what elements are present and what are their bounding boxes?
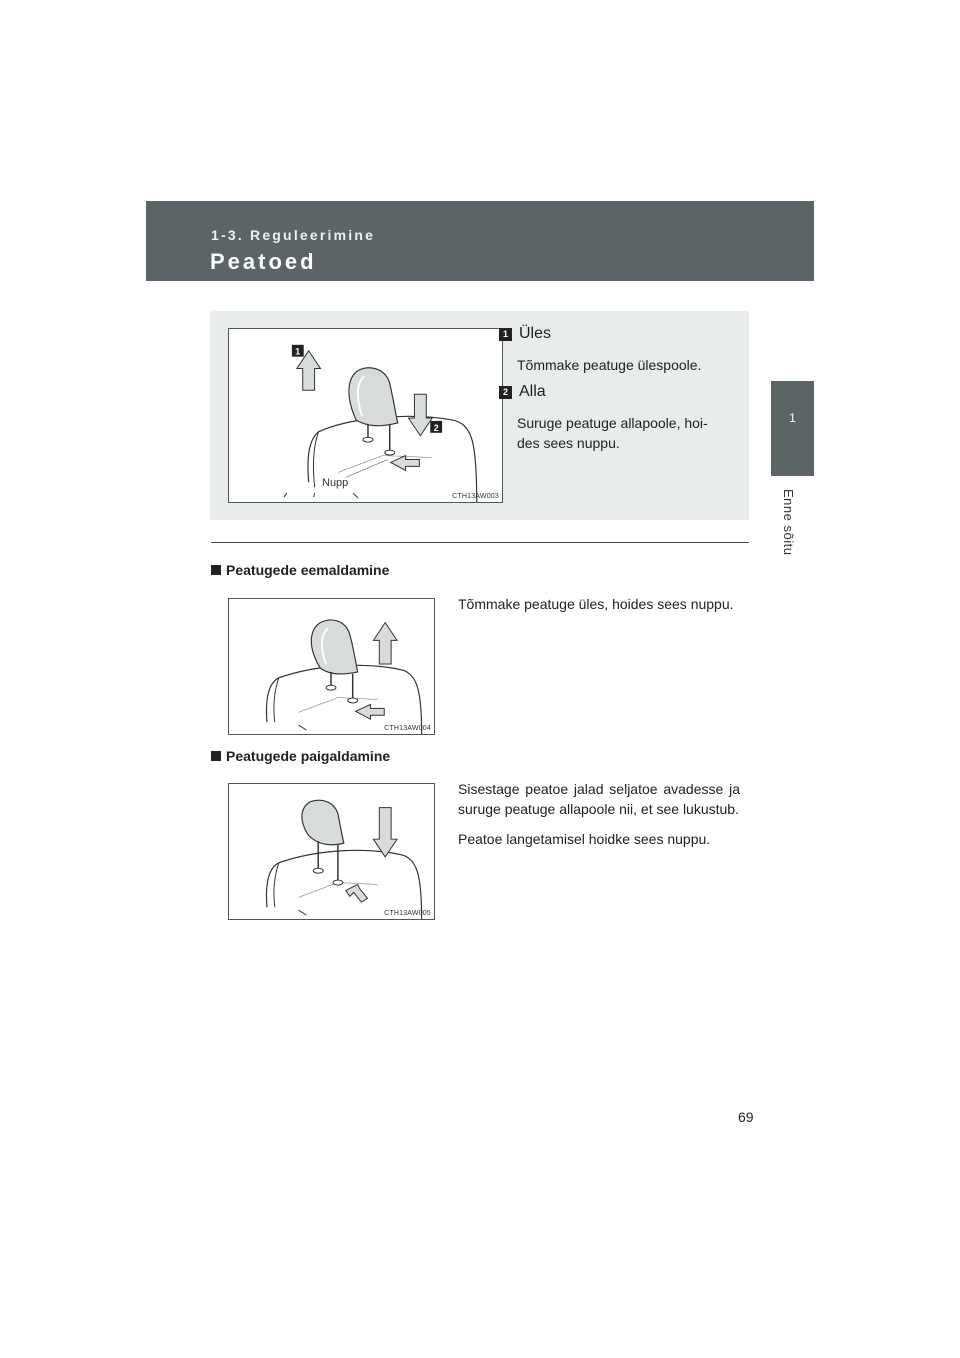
figure-code: CTH13AW005 [384, 910, 431, 917]
figure-label-nupp: Nupp [322, 477, 349, 489]
square-bullet-icon [211, 565, 221, 575]
page-number: 69 [738, 1109, 754, 1125]
section-label: 1-3. Reguleerimine [211, 227, 376, 243]
divider [211, 542, 749, 543]
item-title: Alla [519, 383, 546, 400]
headrest-installation-illustration [229, 784, 434, 919]
item-down-description [517, 413, 708, 453]
headrest-removal-illustration [229, 599, 434, 734]
description-line: Suruge peatuge allapoole, hoi- [517, 415, 708, 431]
paragraph: Sisestage peatoe jalad seljatoe avadesse ja suruge peatuge allapoole nii, et see lukustub. [458, 781, 740, 817]
paragraph: Peatoe langetamisel hoidke sees nuppu. [458, 831, 711, 847]
adjustment-panel [210, 311, 749, 520]
item-down-heading [499, 383, 546, 401]
item-title: Üles [519, 325, 552, 342]
figure-code: CTH13AW003 [452, 493, 499, 500]
headrest-adjust-illustration [229, 329, 502, 502]
square-bullet-icon [211, 751, 221, 761]
chapter-number: 1 [789, 411, 796, 425]
figure-headrest-adjust [228, 328, 503, 503]
item-up-heading [499, 325, 551, 343]
section-heading-text: Peatugede eemaldamine [226, 562, 390, 578]
description-line: des sees nuppu. [517, 435, 620, 451]
figure-headrest-removal [228, 598, 435, 735]
svg-text:2: 2 [433, 422, 439, 433]
item-badge: 1 [499, 328, 512, 341]
chapter-label: Enne sõitu [781, 489, 796, 556]
paragraph: Tõmmake peatuge üles, hoides sees nuppu. [458, 596, 734, 612]
svg-text:1: 1 [295, 346, 301, 357]
item-badge: 2 [499, 386, 512, 399]
section-body-removal [458, 594, 740, 624]
item-up-description: Tõmmake peatuge ülespoole. [517, 357, 702, 373]
figure-code: CTH13AW004 [384, 725, 431, 732]
figure-headrest-installation [228, 783, 435, 920]
section-heading-text: Peatugede paigaldamine [226, 748, 391, 764]
page-title: Peatoed [210, 249, 317, 274]
section-heading-installation [211, 748, 390, 764]
section-heading-removal [211, 562, 389, 578]
chapter-tab [771, 381, 814, 476]
section-body-installation [458, 779, 740, 859]
section-header [146, 201, 814, 281]
